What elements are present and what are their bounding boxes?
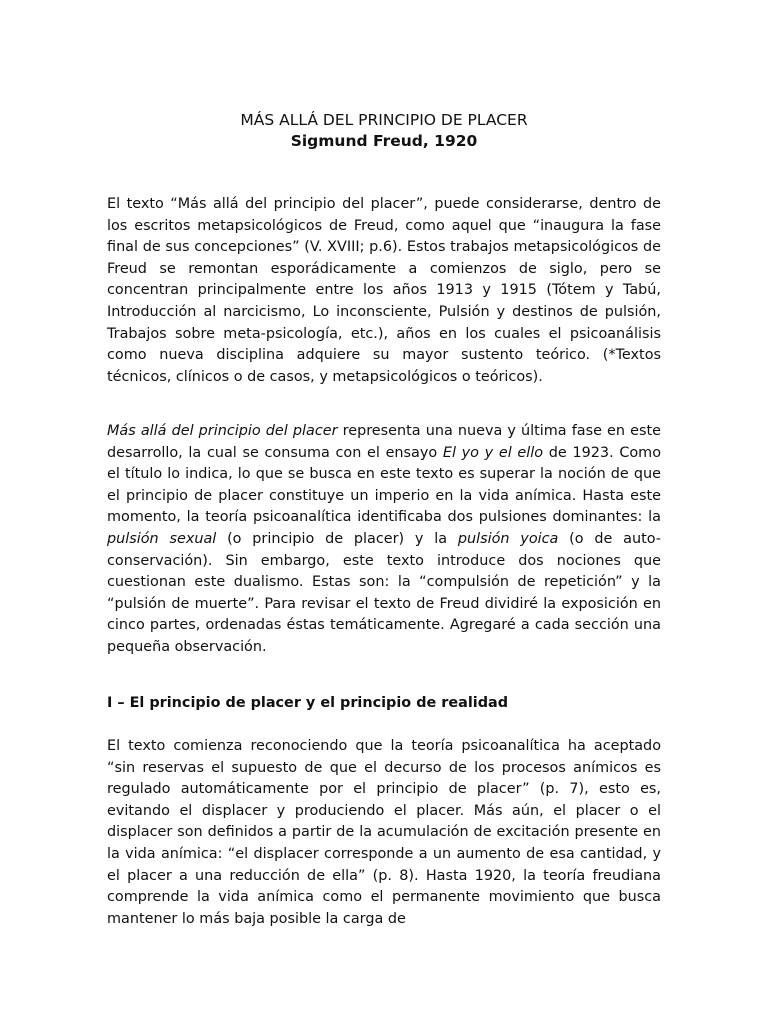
paragraph-second [107, 421, 661, 659]
italic-pulsion-sexual: pulsión sexual [107, 530, 217, 547]
document-subtitle: Sigmund Freud, 1920 [290, 132, 478, 150]
italic-book-title: Más allá del principio del placer [107, 423, 338, 439]
paragraph-text-d: (o de auto-conservación). Sin embargo, este texto introduce dos nociones que cuestionan este dualismo. Estas son: la “compulsión de repetición” y la “pulsión de muerte”. Para revisar el texto de Freud dividiré la exposición en cinco partes, ordenadas éstas temáticamente. Agregaré a cada sección una pequeña observación. [107, 530, 661, 655]
italic-essay-title: El yo y el ello [442, 444, 544, 461]
italic-pulsion-yoica: pulsión yoica [457, 530, 559, 547]
document-title: MÁS ALLÁ DEL PRINCIPIO DE PLACER [240, 111, 528, 129]
title-block [0, 110, 768, 152]
paragraph-intro: El texto “Más allá del principio del placer”, puede considerarse, dentro de los escritos metapsicológicos de Freud, como aquel que “inaugura la fase final de sus concepciones” (V. XVIII; p.6). Estos trabajos metapsicológicos de Freud se remontan esporádicamente a comienzos de siglo, pero se concentran principalmente entre los años 1913 y 1915 (Tótem y Tabú, Introducción al narcicismo, Lo inconsciente, Pulsión y destinos de pulsión, Trabajos sobre meta-psicología, etc.), años en los cuales el psicoanálisis como nueva disciplina adquiere su mayor sustento teórico. (*Textos técnicos, clínicos o de casos, y metapsicológicos o teóricos). [107, 196, 661, 385]
paragraph-text-c: (o principio de placer) y la [216, 530, 458, 547]
paragraph-text-b: de 1923. Como el título lo indica, lo que se busca en este texto es superar la noción de que el principio de placer constituye un imperio en la vida anímica. Hasta este momento, la teoría psicoanalítica identificaba dos pulsiones dominantes: la [107, 444, 662, 526]
paragraph-third: El texto comienza reconociendo que la teoría psicoanalítica ha aceptado “sin reservas el supuesto de que el decurso de los procesos anímicos es regulado automáticamente por el principio de placer” (p. 7), esto es, evitando el displacer y produciendo el placer. Más aún, el placer o el displacer son definidos a partir de la acumulación de excitación presente en la vida anímica: “el displacer corresponde a un aumento de esa cantidad, y el placer a una reducción de ella” (p. 8). Hasta 1920, la teoría freudiana comprende la vida anímica como el permanente movimiento que busca mantener lo más baja posible la carga de [107, 738, 661, 927]
paragraph-text-a: representa una nueva y última fase en este desarrollo, la cual se consuma con el ensayo [107, 423, 661, 461]
section-heading: I – El principio de placer y el principio de realidad [107, 695, 509, 711]
